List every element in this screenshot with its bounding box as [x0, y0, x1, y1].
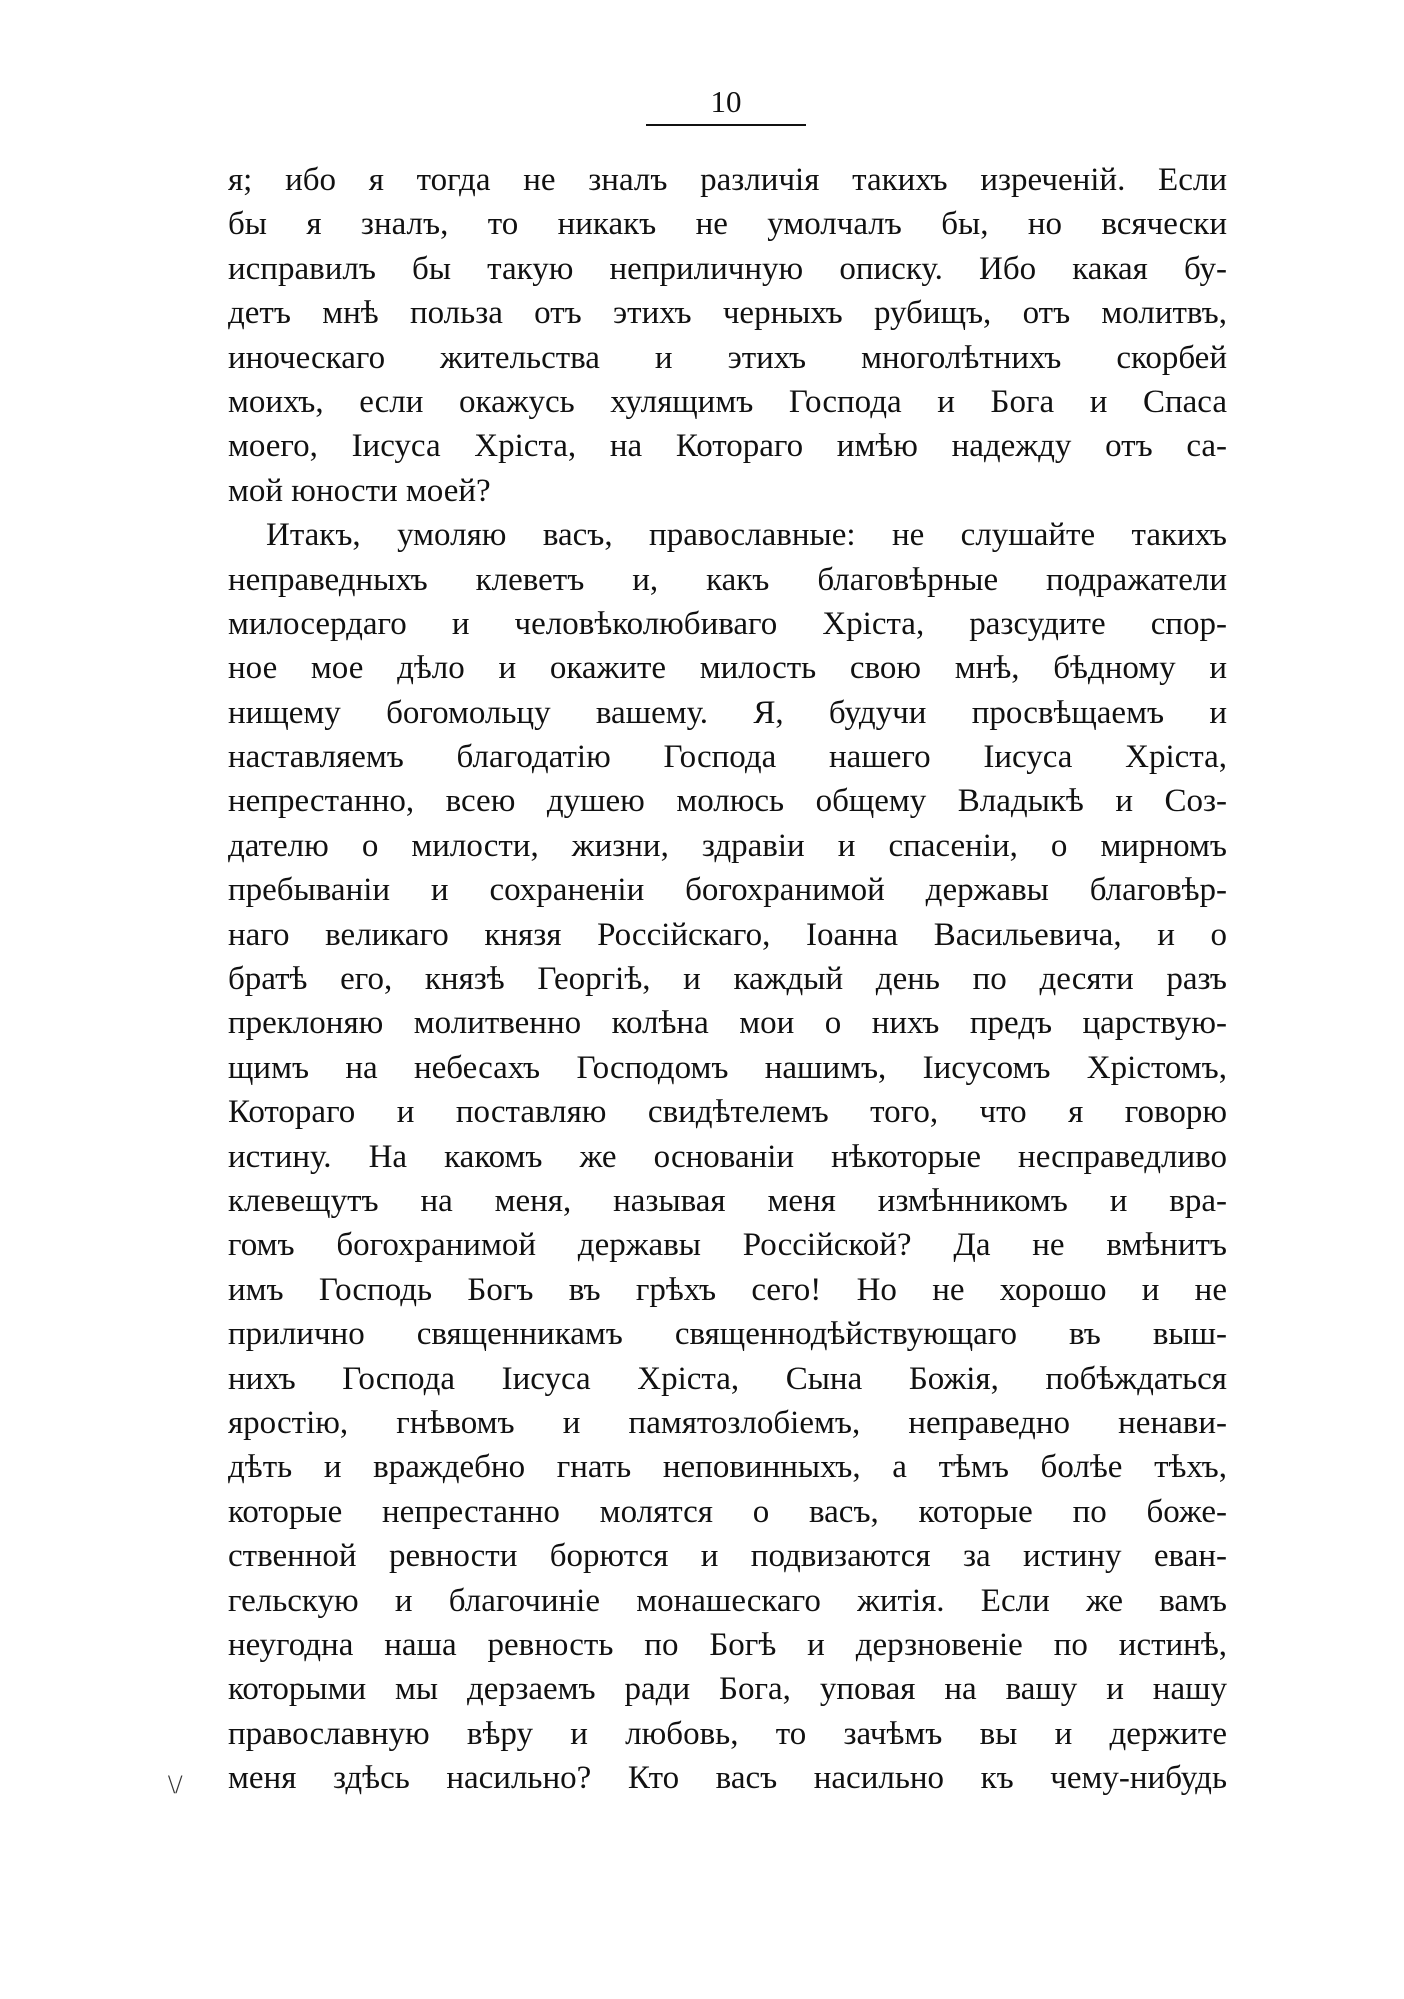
text-line: детъ мнѣ польза отъ этихъ черныхъ рубищъ, отъ молитвъ, — [228, 295, 1227, 332]
text-line: клевещутъ на меня, называя меня измѣнникомъ и вра- — [228, 1182, 1227, 1219]
text-line: моего, Іисуса Хріста, на Котораго имѣю надежду отъ са- — [228, 428, 1227, 465]
text-line: наставляемъ благодатію Господа нашего Іисуса Хріста, — [228, 739, 1227, 776]
text-line: преклоняю молитвенно колѣна мои о нихъ предъ царствую- — [228, 1005, 1227, 1042]
text-line: дѣть и враждебно гнать неповинныхъ, а тѣмъ болѣе тѣхъ, — [228, 1449, 1227, 1486]
text-line: Котораго и поставляю свидѣтелемъ того, что я говорю — [228, 1094, 1227, 1131]
text-line: моихъ, если окажусь хулящимъ Господа и Бога и Спаса — [228, 383, 1227, 420]
text-line: гомъ богохранимой державы Россійской? Да не вмѣнитъ — [228, 1227, 1227, 1264]
text-line: гельскую и благочиніе монашескаго житія. Если же вамъ — [228, 1582, 1227, 1619]
text-line: православную вѣру и любовь, то зачѣмъ вы и держите — [228, 1715, 1227, 1752]
text-line: милосердаго и человѣколюбиваго Хріста, разсудите спор- — [228, 605, 1227, 642]
margin-mark: \/ — [168, 1770, 183, 1799]
text-line: я; ибо я тогда не зналъ различія такихъ изреченій. Если — [228, 162, 1227, 198]
text-line: иноческаго жительства и этихъ многолѣтнихъ скорбей — [228, 339, 1227, 376]
body-text — [228, 158, 1227, 1800]
text-line: пребываніи и сохраненіи богохранимой державы благовѣр- — [228, 872, 1227, 909]
text-line: щимъ на небесахъ Господомъ нашимъ, Іисусомъ Хрістомъ, — [228, 1049, 1227, 1086]
page-number: 10 — [710, 84, 742, 119]
text-line: Итакъ, умоляю васъ, православные: не слушайте такихъ — [266, 517, 1227, 554]
text-line: нихъ Господа Іисуса Хріста, Сына Божія, побѣждаться — [228, 1360, 1227, 1397]
text-line: прилично священникамъ священнодѣйствующаго въ выш- — [228, 1316, 1227, 1353]
text-line: исправилъ бы такую неприличную описку. Ибо какая бу- — [228, 250, 1227, 287]
text-line: ственной ревности борются и подвизаются за истину еван- — [228, 1538, 1227, 1575]
text-line: нищему богомольцу вашему. Я, будучи просвѣщаемъ и — [228, 694, 1227, 731]
text-line: истину. На какомъ же основаніи нѣкоторые несправедливо — [228, 1138, 1227, 1175]
text-line: неугодна наша ревность по Богѣ и дерзновеніе по истинѣ, — [228, 1626, 1227, 1663]
text-line: дателю о милости, жизни, здравіи и спасеніи, о мирномъ — [228, 827, 1227, 864]
text-line: ное мое дѣло и окажите милость свою мнѣ, бѣдному и — [228, 650, 1227, 687]
text-line: яростію, гнѣвомъ и памятозлобіемъ, неправедно ненави- — [228, 1404, 1227, 1441]
text-line: которыми мы дерзаемъ ради Бога, уповая на вашу и нашу — [228, 1671, 1227, 1708]
page-number-rule — [646, 124, 806, 126]
text-line: меня здѣсь насильно? Кто васъ насильно къ чему-нибудь — [228, 1760, 1227, 1797]
text-line: неправедныхъ клеветъ и, какъ благовѣрные подражатели — [228, 561, 1227, 598]
text-line: наго великаго князя Россійскаго, Іоанна Васильевича, и о — [228, 916, 1227, 953]
text-line: которые непрестанно молятся о васъ, которые по боже- — [228, 1493, 1227, 1530]
text-line: братѣ его, князѣ Георгіѣ, и каждый день по десяти разъ — [228, 961, 1227, 998]
text-line: непрестанно, всею душею молюсь общему Владыкѣ и Соз- — [228, 783, 1227, 820]
text-line: мой юности моей? — [228, 472, 491, 509]
text-line: бы я зналъ, то никакъ не умолчалъ бы, но всячески — [228, 206, 1227, 243]
text-line: имъ Господь Богъ въ грѣхъ сего! Но не хорошо и не — [228, 1271, 1227, 1308]
